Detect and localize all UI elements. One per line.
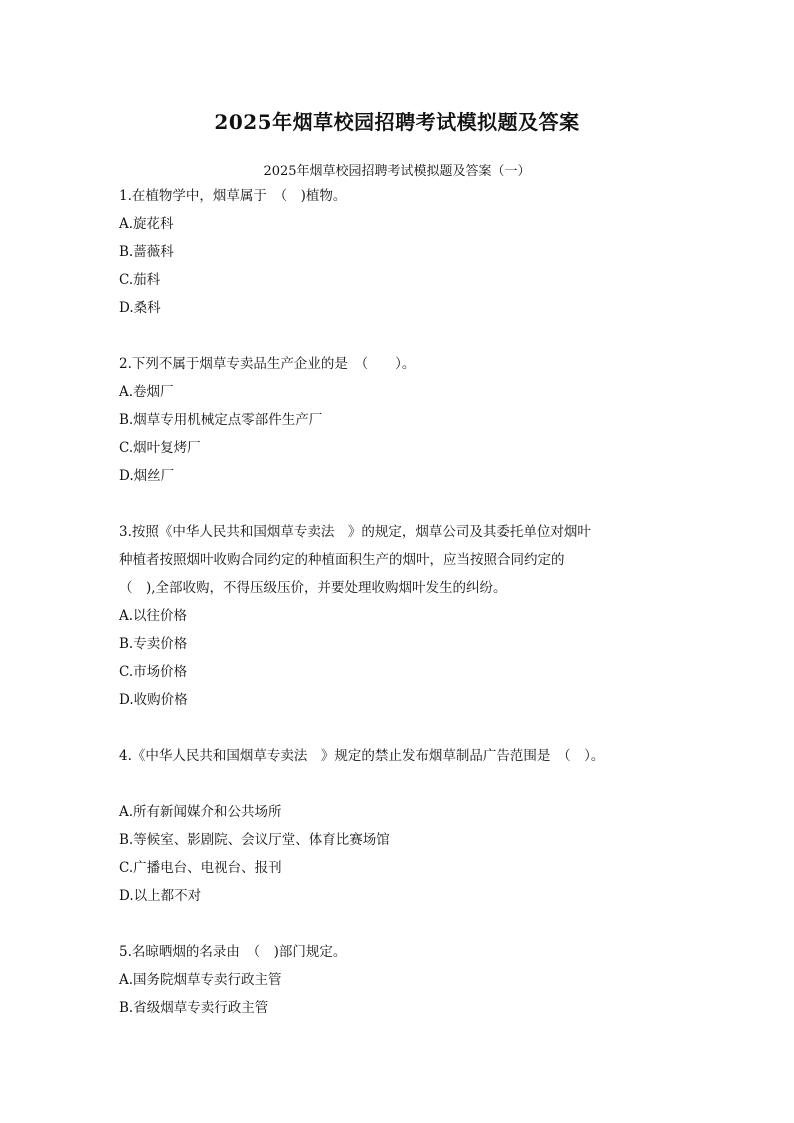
question-3-option-c: C.市场价格 [119, 664, 188, 680]
question-1-stem: 1.在植物学中，烟草属于 （ )植物。 [119, 188, 347, 204]
question-4-option-c: C.广播电台、电视台、报刊 [119, 860, 282, 876]
question-1-option-c: C.茄科 [119, 272, 161, 288]
question-3-option-d: D.收购价格 [119, 692, 188, 708]
question-2-option-d: D.烟丝厂 [119, 468, 175, 484]
question-3-option-b: B.专卖价格 [119, 636, 188, 652]
question-3-stem-line-1: 3.按照《中华人民共和国烟草专卖法 》的规定，烟草公司及其委托单位对烟叶 [119, 524, 591, 540]
question-1-option-b: B.蔷薇科 [119, 244, 174, 260]
question-3-stem-line-3: （ ),全部收购，不得压级压价，并要处理收购烟叶发生的纠纷。 [119, 580, 507, 596]
question-2-stem: 2.下列不属于烟草专卖品生产企业的是 （ ）。 [119, 356, 416, 372]
question-4-option-a: A.所有新闻媒介和公共场所 [119, 804, 282, 820]
question-3-stem-line-2: 种植者按照烟叶收购合同约定的种植面积生产的烟叶，应当按照合同约定的 [119, 552, 565, 568]
question-2-option-c: C.烟叶复烤厂 [119, 440, 201, 456]
question-1-option-a: A.旋花科 [119, 216, 174, 232]
question-5-option-a: A.国务院烟草专卖行政主管 [119, 972, 282, 988]
question-3-option-a: A.以往价格 [119, 608, 188, 624]
question-4-stem: 4.《中华人民共和国烟草专卖法 》规定的禁止发布烟草制品广告范围是 （ ）。 [119, 748, 605, 764]
question-4-option-b: B.等候室、影剧院、会议厅堂、体育比赛场馆 [119, 832, 390, 848]
question-2-option-a: A.卷烟厂 [119, 384, 174, 400]
document-subtitle: 2025年烟草校园招聘考试模拟题及答案（一） [263, 164, 531, 179]
question-1-option-d: D.桑科 [119, 300, 161, 316]
question-5-stem: 5.名晾晒烟的名录由 （ )部门规定。 [119, 944, 347, 960]
question-4-option-d: D.以上都不对 [119, 888, 202, 904]
question-2-option-b: B.烟草专用机械定点零部件生产厂 [119, 412, 323, 428]
question-5-option-b: B.省级烟草专卖行政主管 [119, 1000, 269, 1016]
document-title: 2025年烟草校园招聘考试模拟题及答案 [214, 110, 580, 134]
